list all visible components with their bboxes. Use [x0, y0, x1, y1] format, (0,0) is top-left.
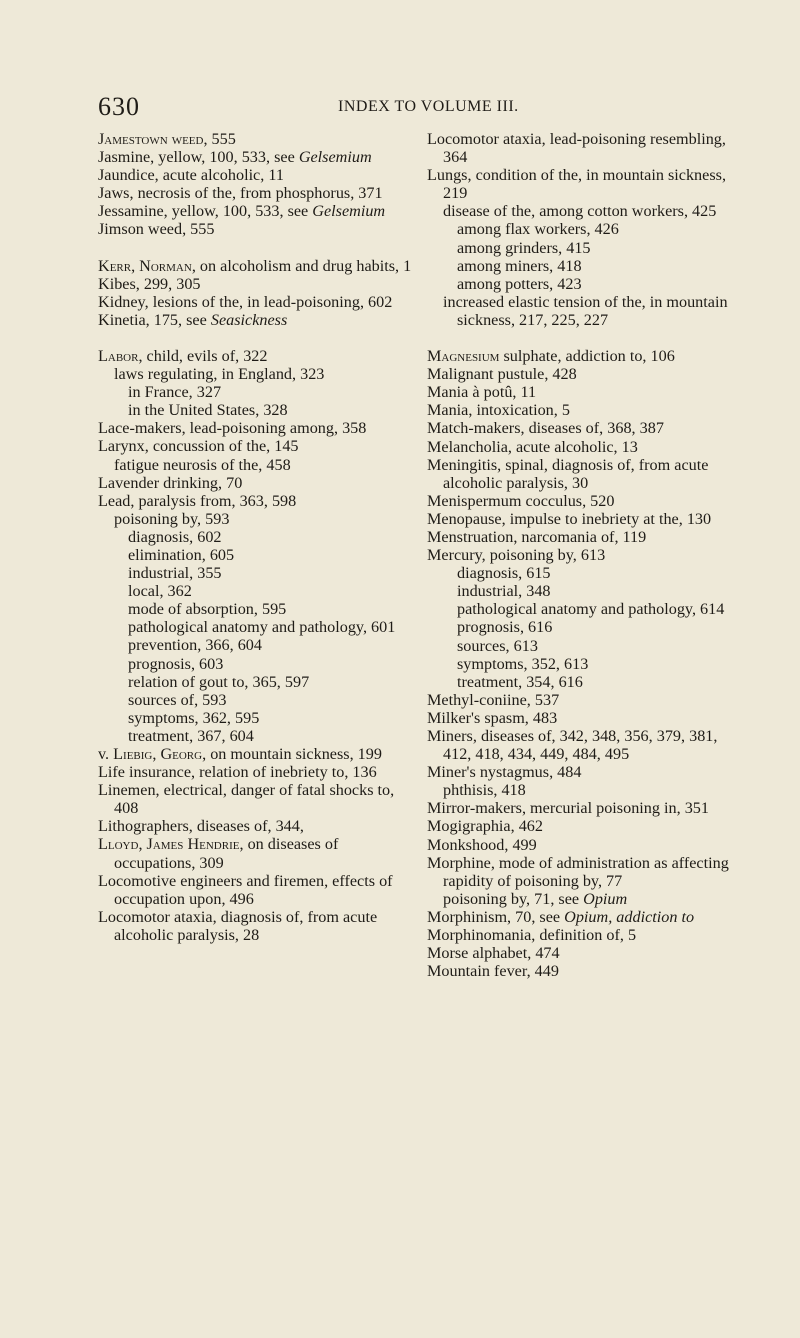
- index-entry: [98, 148, 420, 166]
- index-entry: Lungs, condition of the, in mountain sickness, 219: [427, 166, 726, 203]
- entry-text: poisoning by, 71, see: [443, 889, 584, 908]
- index-entry: Lace-makers, lead-poisoning among, 358: [98, 419, 367, 438]
- entry-text: , child, evils of, 322: [138, 346, 268, 365]
- index-entry: Jimson weed, 555: [98, 220, 215, 239]
- index-entry: Mogigraphia, 462: [427, 817, 543, 836]
- entry-text: Kinetia, 175, see: [98, 310, 211, 329]
- index-subentry: industrial, 355: [128, 564, 222, 583]
- index-entry: Kibes, 299, 305: [98, 274, 201, 293]
- index-entry: Mountain fever, 449: [427, 962, 559, 981]
- section-gap: [427, 329, 745, 347]
- index-entry: Locomotor ataxia, lead-poisoning resembling, 364: [427, 130, 726, 167]
- index-subentry: diagnosis, 615: [457, 564, 551, 583]
- cross-reference: Gelsemium: [298, 148, 372, 167]
- index-entry: Morphine, mode of administration as affecting rapidity of poisoning by, 77: [427, 853, 729, 890]
- index-subentry: prognosis, 616: [457, 618, 553, 637]
- index-subentry: phthisis, 418: [443, 781, 526, 800]
- index-subentry: industrial, 348: [457, 582, 551, 601]
- index-subentry: pathological anatomy and pathology, 614: [457, 600, 725, 619]
- page-number: 630: [98, 92, 140, 121]
- index-entry: Mania à potû, 11: [427, 383, 537, 402]
- index-entry: [98, 130, 420, 148]
- index-entry: Lavender drinking, 70: [98, 473, 243, 492]
- index-entry: Malignant pustule, 428: [427, 365, 577, 384]
- cross-reference: Opium, addiction to: [564, 907, 695, 926]
- index-subentry: diagnosis, 602: [128, 527, 222, 546]
- index-subentry: among miners, 418: [457, 256, 582, 275]
- index-entry: [98, 745, 420, 763]
- entry-text: , on alcoholism and drug habits, 1: [191, 256, 412, 275]
- index-subentry: increased elastic tension of the, in mountain sickness, 217, 225, 227: [443, 292, 728, 329]
- entry-text: v.: [98, 745, 114, 763]
- entry-head: Labor: [98, 346, 139, 365]
- index-entry: Morphinomania, definition of, 5: [427, 926, 637, 945]
- index-column-left: [98, 130, 420, 944]
- author-name: Liebig, Georg: [113, 745, 203, 763]
- index-subentry: disease of the, among cotton workers, 425: [443, 202, 717, 221]
- index-entry: Monkshood, 499: [427, 835, 537, 854]
- entry-text: Jasmine, yellow, 100, 533, see: [98, 148, 299, 167]
- entry-text: sulphate, addiction to, 106: [499, 347, 675, 366]
- index-entry: Lithographers, diseases of, 344,: [98, 817, 304, 836]
- index-entry: Menopause, impulse to inebriety at the, 130: [427, 509, 712, 528]
- index-subentry: sources, 613: [457, 636, 538, 655]
- index-subentry: local, 362: [128, 582, 192, 601]
- index-entry: Jaws, necrosis of the, from phosphorus, 371: [98, 184, 383, 203]
- index-entry: Miner's nystagmus, 484: [427, 763, 582, 782]
- index-entry: Milker's spasm, 483: [427, 708, 558, 727]
- index-subentry: elimination, 605: [128, 545, 235, 564]
- entry-head: Magnesium: [427, 347, 500, 366]
- index-subentry: laws regulating, in England, 323: [114, 365, 325, 384]
- index-subentry: prevention, 366, 604: [128, 636, 262, 655]
- index-subentry: treatment, 367, 604: [128, 726, 254, 745]
- index-entry: Menstruation, narcomania of, 119: [427, 527, 647, 546]
- index-column-right: [427, 130, 745, 980]
- index-subentry: among grinders, 415: [457, 238, 591, 257]
- index-subentry: pathological anatomy and pathology, 601: [128, 618, 396, 637]
- index-entry: Meningitis, spinal, diagnosis of, from acute alcoholic paralysis, 30: [427, 455, 709, 492]
- index-entry: [98, 835, 420, 871]
- index-subentry: symptoms, 352, 613: [457, 654, 589, 673]
- index-entry: Methyl-coniine, 537: [427, 690, 560, 709]
- index-subentry: prognosis, 603: [128, 654, 224, 673]
- cross-reference: Opium: [583, 889, 628, 908]
- page-header: [98, 92, 746, 122]
- index-subentry: among flax workers, 426: [457, 220, 619, 239]
- index-entry: Kidney, lesions of the, in lead-poisoning, 602: [98, 292, 393, 311]
- index-subentry: mode of absorption, 595: [128, 600, 287, 619]
- index-entry: Mercury, poisoning by, 613: [427, 546, 606, 565]
- entry-text: , on mountain sickness, 199: [202, 745, 382, 763]
- author-name: Kerr, Norman: [98, 256, 192, 275]
- index-entry: [98, 257, 420, 275]
- section-gap: [98, 329, 420, 347]
- index-entry: Life insurance, relation of inebriety to, 136: [98, 763, 377, 782]
- index-subentry: symptoms, 362, 595: [128, 708, 260, 727]
- entry-text: Jessamine, yellow, 100, 533, see: [98, 202, 313, 221]
- index-entry: Mirror-makers, mercurial poisoning in, 351: [427, 799, 709, 818]
- index-subentry: poisoning by, 593: [114, 509, 230, 528]
- index-entry: Mania, intoxication, 5: [427, 401, 570, 420]
- index-subentry: in France, 327: [128, 383, 222, 402]
- index-entry: Larynx, concussion of the, 145: [98, 437, 299, 456]
- author-name: Lloyd, James Hendrie: [98, 835, 240, 854]
- section-gap: [98, 239, 420, 257]
- index-entry: Miners, diseases of, 342, 348, 356, 379, 381, 412, 418, 434, 449, 484, 495: [427, 727, 718, 764]
- index-subentry: among potters, 423: [457, 274, 582, 293]
- index-entry: [427, 347, 745, 365]
- entry-text: Morphinism, 70, see: [427, 907, 565, 926]
- index-entry: Locomotive engineers and firemen, effects of occupation upon, 496: [98, 871, 393, 908]
- index-entry: [98, 347, 420, 365]
- index-entry: Lead, paralysis from, 363, 598: [98, 491, 297, 510]
- cross-reference: Seasickness: [210, 310, 288, 329]
- cross-reference: Gelsemium: [312, 202, 386, 221]
- index-subentry: in the United States, 328: [128, 401, 288, 420]
- index-entry: [98, 311, 420, 329]
- index-entry: Match-makers, diseases of, 368, 387: [427, 419, 664, 438]
- index-entry: Morse alphabet, 474: [427, 944, 560, 963]
- index-subentry: [427, 890, 745, 908]
- index-entry: [427, 908, 745, 926]
- index-subentry: sources of, 593: [128, 690, 227, 709]
- index-entry: Linemen, electrical, danger of fatal shocks to, 408: [98, 781, 395, 818]
- running-head: INDEX TO VOLUME III.: [338, 98, 519, 115]
- index-entry: Jaundice, acute alcoholic, 11: [98, 166, 284, 185]
- index-subentry: relation of gout to, 365, 597: [128, 672, 310, 691]
- index-entry: Menispermum cocculus, 520: [427, 491, 615, 510]
- entry-text: Jamestown weed, 555: [98, 130, 236, 148]
- index-subentry: treatment, 354, 616: [457, 672, 583, 691]
- entry-text: , on diseases of occupations, 309: [114, 835, 339, 872]
- index-entry: [98, 202, 420, 220]
- index-subentry: fatigue neurosis of the, 458: [114, 455, 291, 474]
- index-entry: Locomotor ataxia, diagnosis of, from acute alcoholic paralysis, 28: [98, 907, 378, 944]
- index-entry: Melancholia, acute alcoholic, 13: [427, 437, 638, 456]
